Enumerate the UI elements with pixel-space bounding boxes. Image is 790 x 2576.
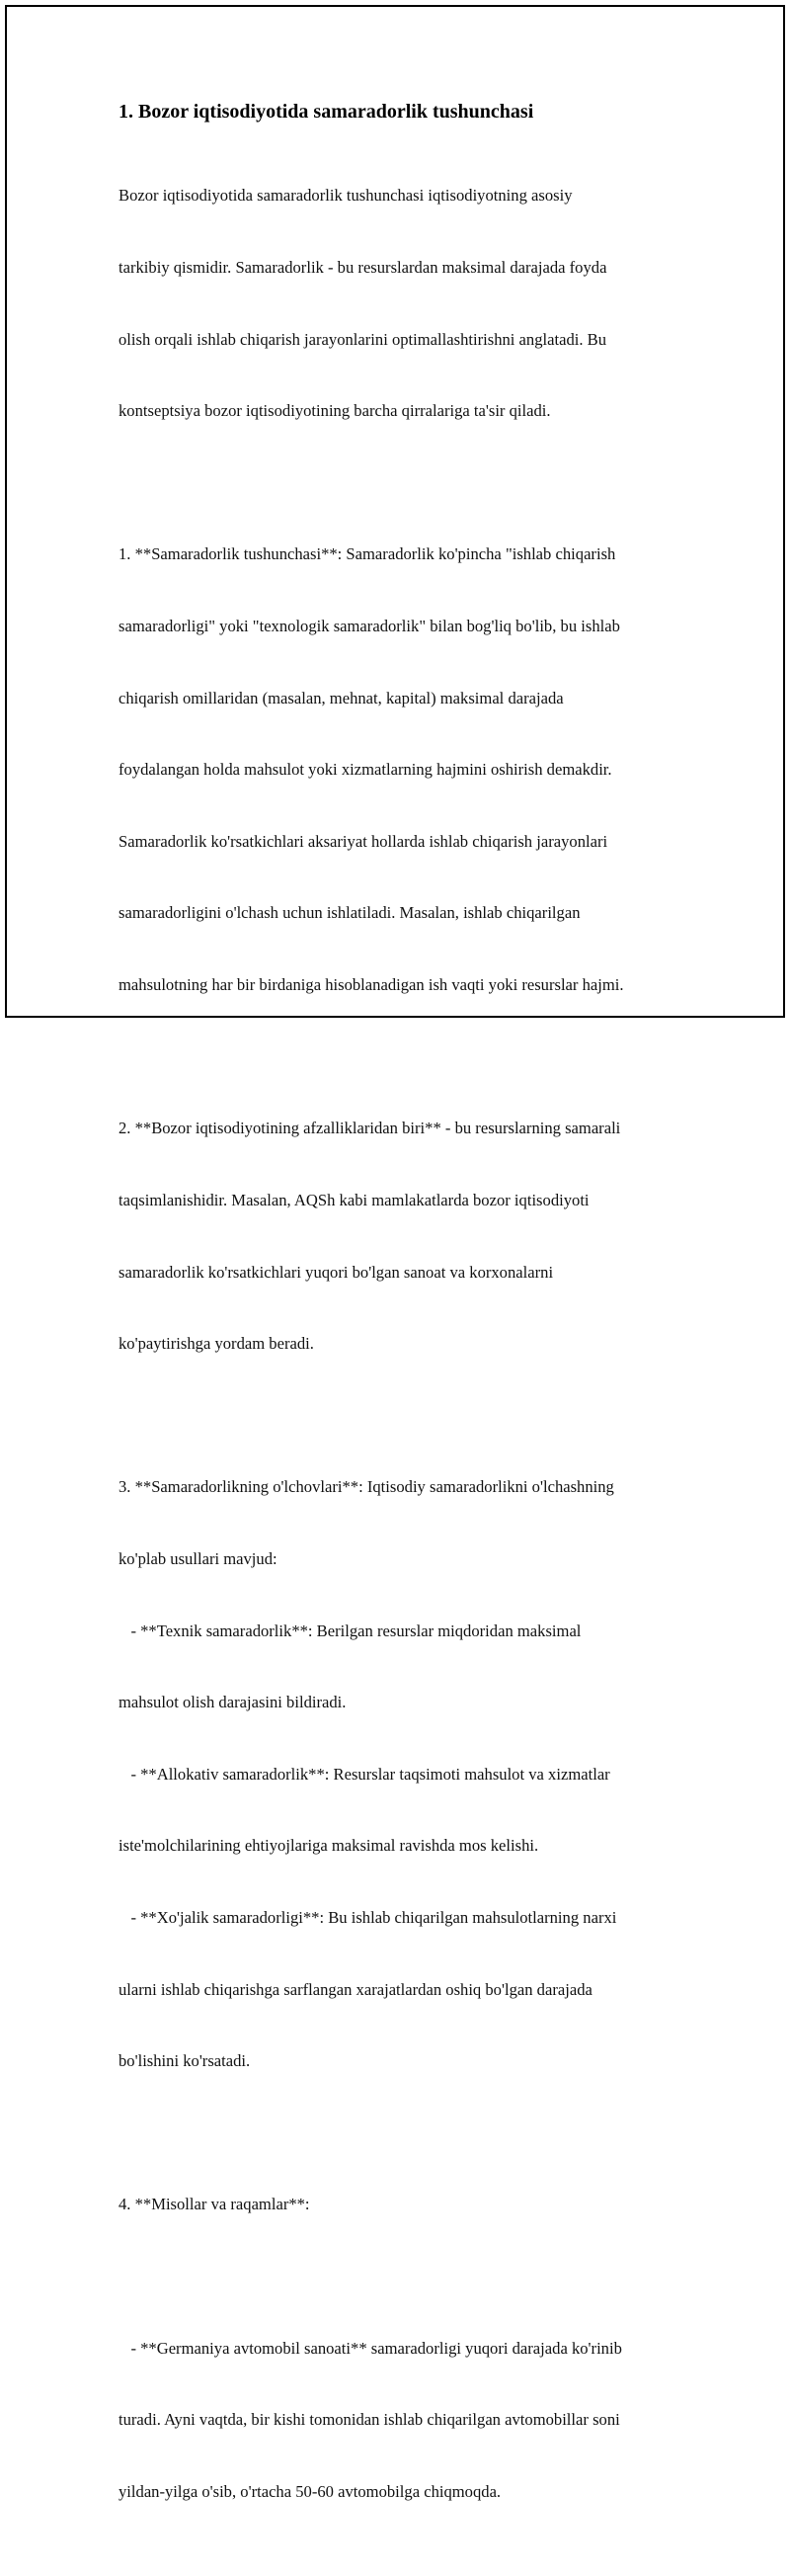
page-frame	[5, 5, 785, 2501]
text-line: Bozor iqtisodiyotida samaradorlik tushunchasi iqtisodiyotning asosiy	[118, 186, 573, 206]
text-line: ko'paytirishga yordam beradi.	[118, 1334, 314, 1354]
text-line: mahsulot olish darajasini bildiradi.	[118, 1693, 347, 1712]
text-line: - **Xo'jalik samaradorligi**: Bu ishlab chiqarilgan mahsulotlarning narxi	[118, 1907, 617, 1927]
paragraph-intro	[118, 136, 691, 471]
text-line: chiqarish omillaridan (masalan, mehnat, kapital) maksimal darajada	[118, 688, 564, 707]
paragraph-item-4-example	[118, 2288, 691, 2551]
text-line: 4. **Misollar va raqamlar**:	[118, 2195, 310, 2214]
text-line: yildan-yilga o'sib, o'rtacha 50-60 avtomobilga chiqmoqda.	[118, 2481, 502, 2501]
paragraph-item-2	[118, 1069, 691, 1404]
document-body	[118, 99, 691, 2576]
text-line: ko'plab usullari mavjud:	[118, 1548, 277, 1568]
document-title: 1. Bozor iqtisodiyotida samaradorlik tushunchasi	[118, 101, 534, 123]
text-line: iste'molchilarining ehtiyojlariga maksimal ravishda mos kelishi.	[118, 1836, 539, 1856]
text-line: mahsulotning har bir birdaniga hisoblanadigan ish vaqti yoki resurslar hajmi.	[118, 975, 624, 995]
text-line: 2. **Bozor iqtisodiyotining afzalliklaridan biri** - bu resurslarning samarali	[118, 1119, 621, 1138]
text-line: 1. **Samaradorlik tushunchasi**: Samaradorlik ko'pincha "ishlab chiqarish	[118, 544, 616, 564]
text-line: ularni ishlab chiqarishga sarflangan xarajatlardan oshiq bo'lgan darajada	[118, 1979, 592, 1999]
text-line: bo'lishini ko'rsatadi.	[118, 2051, 251, 2071]
text-line: kontseptsiya bozor iqtisodiyotining barcha qirralariga ta'sir qiladi.	[118, 401, 551, 421]
text-line: Samaradorlik ko'rsatkichlari aksariyat hollarda ishlab chiqarish jarayonlari	[118, 831, 608, 851]
text-line: - **Allokativ samaradorlik**: Resurslar taqsimoti mahsulot va xizmatlar	[118, 1764, 610, 1784]
text-line: 3. **Samaradorlikning o'lchovlari**: Iqtisodiy samaradorlikni o'lchashning	[118, 1477, 614, 1497]
text-line: samaradorlik ko'rsatkichlari yuqori bo'lgan sanoat va korxonalarni	[118, 1262, 554, 1282]
text-line: samaradorligini o'lchash uchun ishlatiladi. Masalan, ishlab chiqarilgan	[118, 903, 581, 923]
text-line: turadi. Ayni vaqtda, bir kishi tomonidan ishlab chiqarilgan avtomobillar soni	[118, 2410, 620, 2430]
text-line: tarkibiy qismidir. Samaradorlik - bu resurslardan maksimal darajada foyda	[118, 258, 607, 278]
paragraph-item-4-heading	[118, 2145, 691, 2265]
paragraph-item-3	[118, 1428, 691, 2121]
text-line: taqsimlanishidir. Masalan, AQSh kabi mamlakatlarda bozor iqtisodiyoti	[118, 1190, 590, 1209]
text-line: - **Germaniya avtomobil sanoati** samaradorligi yuqori darajada ko'rinib	[118, 2338, 622, 2358]
text-line: foydalangan holda mahsulot yoki xizmatlarning hajmini oshirish demakdir.	[118, 760, 612, 780]
text-line: samaradorligi" yoki "texnologik samaradorlik" bilan bog'liq bo'lib, bu ishlab	[118, 617, 620, 636]
paragraph-item-1	[118, 495, 691, 1045]
text-line: olish orqali ishlab chiqarish jarayonlarini optimallashtirishni anglatadi. Bu	[118, 329, 607, 349]
text-line: - **Texnik samaradorlik**: Berilgan resurslar miqdoridan maksimal	[118, 1620, 582, 1640]
